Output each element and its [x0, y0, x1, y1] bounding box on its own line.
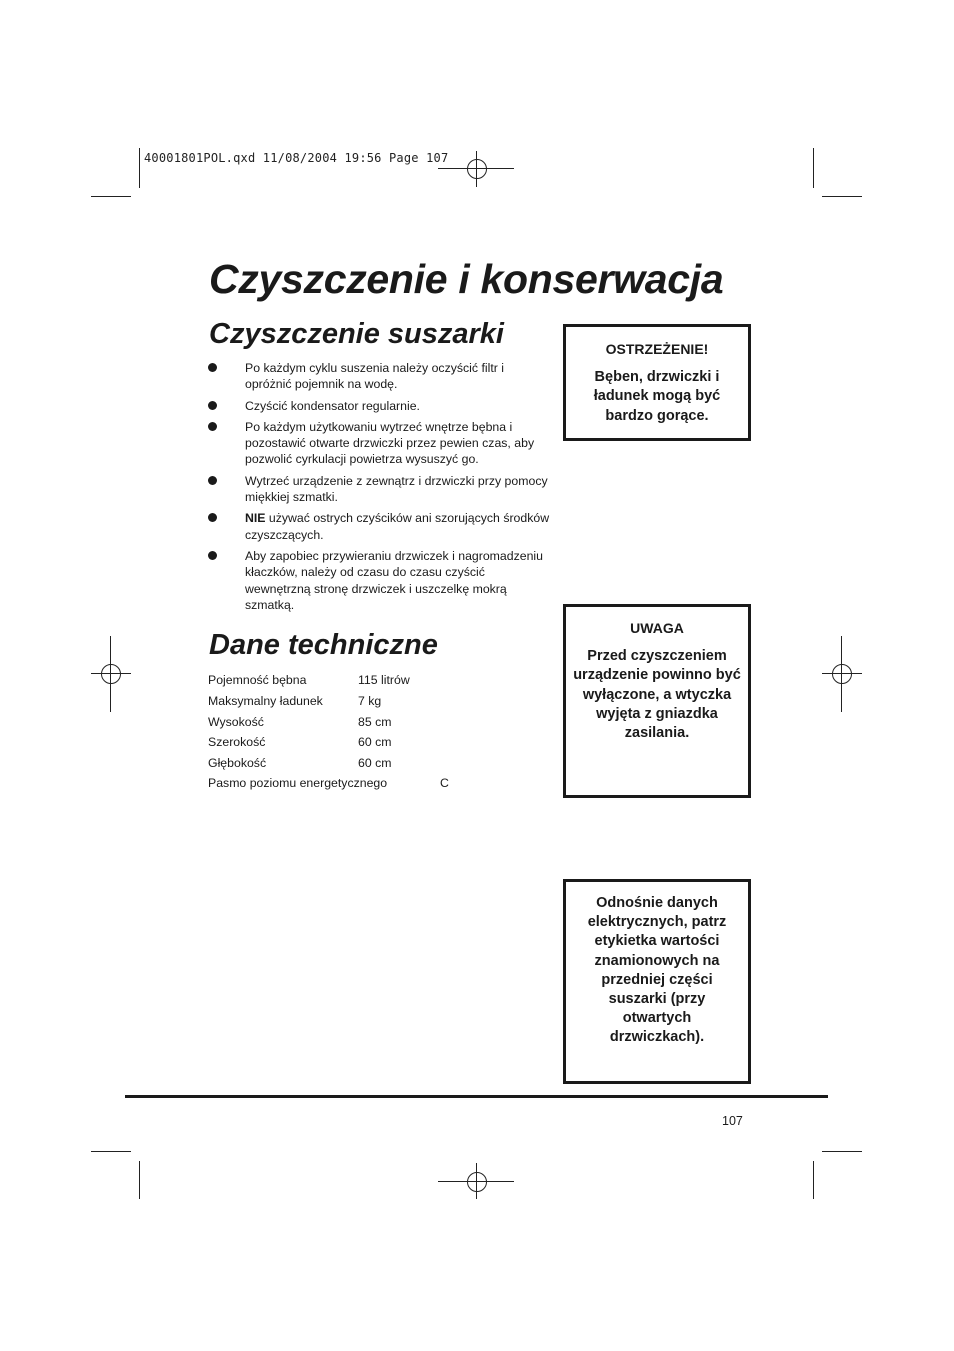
spec-row — [208, 756, 468, 772]
list-item: Wytrzeć urządzenie z zewnątrz i drzwiczki przy pomocy miękkiej szmatki. — [207, 473, 552, 506]
warning-heading: OSTRZEŻENIE! — [605, 341, 709, 357]
spec-label: Szerokość — [208, 735, 266, 749]
list-item: Aby zapobiec przywieraniu drzwiczek i nagromadzeniu kłaczków, należy od czasu do czasu czyścić wewnętrzną stronę drzwiczek i uszczelkę mokrą szmatką. — [207, 548, 552, 613]
spec-label: Wysokość — [208, 715, 264, 729]
bullet-icon — [208, 513, 217, 522]
tech-heading: Dane techniczne — [209, 629, 438, 661]
electrical-info-text: Odnośnie danych elektrycznych, patrz etykietka wartości znamionowych na przedniej części suszarki (przy otwartych drzwiczkach). — [587, 895, 727, 1046]
warning-box — [563, 324, 751, 441]
spec-value: 60 cm — [358, 735, 392, 749]
spec-value: 85 cm — [358, 715, 392, 729]
caution-box — [563, 604, 751, 798]
bullet-icon — [208, 363, 217, 372]
spec-row — [208, 776, 468, 792]
bullet-icon — [208, 476, 217, 485]
list-item: Po każdym cyklu suszenia należy oczyścić filtr i opróżnić pojemnik na wodę. — [207, 360, 552, 393]
warning-text: Bęben, drzwiczki i ładunek mogą być bardzo gorące. — [593, 369, 721, 424]
spec-value: 7 kg — [358, 694, 382, 708]
electrical-info-box — [563, 879, 751, 1084]
spec-value: 60 cm — [358, 756, 392, 770]
spec-value: C — [440, 776, 449, 790]
cleaning-heading: Czyszczenie suszarki — [209, 318, 504, 350]
slug-line: 40001801POL.qxd 11/08/2004 19:56 Page 107 — [144, 151, 449, 165]
page-number: 107 — [722, 1114, 743, 1128]
footer-rule — [125, 1095, 828, 1098]
bullet-icon — [208, 422, 217, 431]
list-item: Czyścić kondensator regularnie. — [207, 398, 552, 414]
spec-row — [208, 673, 468, 689]
caution-text: Przed czyszczeniem urządzenie powinno być wyłączone, a wtyczka wyjęta z gniazdka zasilania. — [573, 648, 741, 742]
page-title: Czyszczenie i konserwacja — [209, 256, 724, 302]
spec-row — [208, 735, 468, 751]
cleaning-list — [207, 360, 552, 618]
spec-label: Głębokość — [208, 756, 267, 770]
list-item: NIE używać ostrych czyścików ani szorujących środków czyszczących. — [207, 510, 552, 543]
spec-label: Maksymalny ładunek — [208, 694, 323, 708]
spec-value: 115 litrów — [358, 673, 410, 687]
caution-heading: UWAGA — [630, 620, 684, 636]
spec-label: Pasmo poziomu energetycznego — [208, 776, 388, 790]
spec-row — [208, 715, 468, 731]
spec-row — [208, 694, 468, 710]
list-item: Po każdym użytkowaniu wytrzeć wnętrze bębna i pozostawić otwarte drzwiczki przez pewien czas, aby pozwolić cyrkulacji powietrza wysuszyć go. — [207, 419, 552, 468]
bullet-icon — [208, 551, 217, 560]
bullet-icon — [208, 401, 217, 410]
spec-label: Pojemność bębna — [208, 673, 307, 687]
